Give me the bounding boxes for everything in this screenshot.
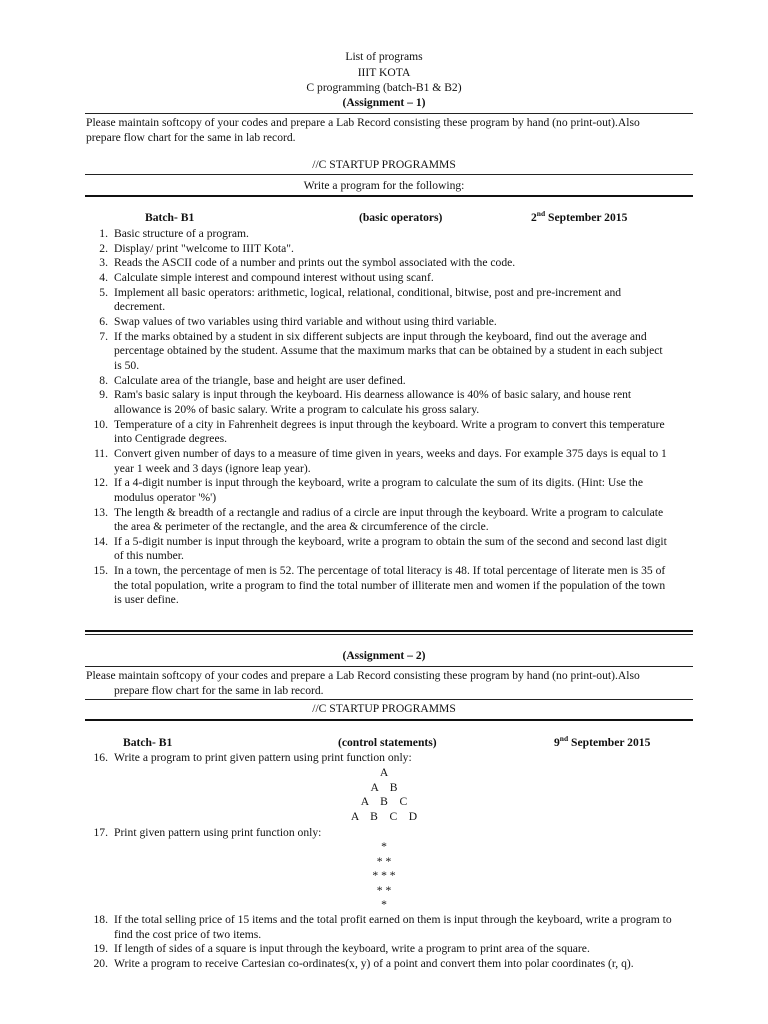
pattern-row: A B [370,780,398,794]
item-text: Basic structure of a program. [114,227,249,240]
item-number: 20. [93,957,108,970]
item-number: 6. [99,315,108,329]
topic-label: (control statements) [338,736,437,749]
item-number: 7. [99,329,108,343]
date-label: 9nd September 2015 [554,734,651,749]
section-heading: //C STARTUP PROGRAMMS [312,702,456,715]
doc-title: List of programs [345,50,423,63]
item-text: Swap values of two variables using third variable and without using third variable. [114,315,497,329]
pattern-row: A B C [360,795,408,809]
item-number: 8. [99,373,108,387]
item-number: 11. [93,447,108,460]
item-text: If the total selling price of 15 items and the total profit earned on them is input through the keyboard, write a program to find the cost price of two items. [114,913,672,941]
divider [85,666,693,667]
item-number: 4. [99,271,108,285]
date-label: 2nd September 2015 [531,209,628,224]
pattern-row: * * [376,854,392,868]
course-name: C programming (batch-B1 & B2) [306,81,462,94]
item-text: Ram's basic salary is input through the keyboard. His dearness allowance is 40% of basic salary, and house rent allowance is 20% of basic salary. Write a program to calculate his gross salary. [114,388,632,416]
item-text: Temperature of a city in Fahrenheit degrees is input through the keyboard. Write a program to convert this temperature into Centigrade degrees. [114,417,665,446]
item-number: 9. [99,388,108,402]
divider [85,174,693,175]
instructions-line-2: prepare flow chart for the same in lab record. [114,683,324,697]
instructions-line-1: Please maintain softcopy of your codes and prepare a Lab Record consisting these program by hand (no print-out).Also [86,116,640,129]
item-number: 5. [99,285,108,299]
divider [85,195,693,197]
item-text: Implement all basic operators: arithmetic, logical, relational, conditional, bitwise, post and pre-increment and decrement. [114,285,622,314]
pattern-row: A B C D [350,809,418,823]
divider [85,719,693,721]
batch-label: Batch- B1 [145,211,195,224]
assignment-2-title: (Assignment – 2) [342,649,426,662]
pattern-row: * [381,898,387,912]
divider [85,634,693,635]
instructions-line-2: prepare flow chart for the same in lab record. [86,130,296,144]
pattern-row: * * * [372,869,396,883]
item-number: 1. [99,227,108,240]
item-number: 10. [93,417,108,431]
topic-label: (basic operators) [359,211,443,224]
item-text: If a 5-digit number is input through the keyboard, write a program to obtain the sum of the second and second last digit of this number. [114,534,667,563]
item-number: 12. [93,476,108,490]
item-text: Display/ print "welcome to IIIT Kota". [114,241,294,255]
item-text: Calculate simple interest and compound interest without using scanf. [114,271,434,285]
instructions-line-1: Please maintain softcopy of your codes and prepare a Lab Record consisting these program by hand (no print-out).Also [86,669,640,682]
pattern-row: * * [376,883,392,897]
item-number: 13. [93,505,108,519]
item-text: If length of sides of a square is input through the keyboard, write a program to print area of the square. [114,942,590,956]
item-text: Convert given number of days to a measure of time given in years, weeks and days. For example 375 days is equal to 1 year 1 week and 3 days (ignore leap year). [114,447,667,475]
divider [85,113,693,114]
batch-label: Batch- B1 [123,736,173,749]
item-text: Write a program to receive Cartesian co-ordinates(x, y) of a point and convert them into polar coordinates (r, q). [114,957,634,970]
divider [85,699,693,700]
item-number: 19. [93,942,108,956]
item-number: 3. [99,256,108,270]
pattern-row: * [381,840,387,853]
item-number: 18. [93,913,108,926]
divider [85,630,693,632]
institute-name: IIIT KOTA [357,66,411,79]
section-heading: //C STARTUP PROGRAMMS [312,158,456,171]
section-subtitle: Write a program for the following: [303,179,465,192]
item-number: 2. [99,241,108,255]
item-text: The length & breadth of a rectangle and radius of a circle are input through the keyboard. Write a program to calculate the area & perimeter of the rectangle, and the area & circumference of the circle. [114,505,664,534]
pattern-row: A [379,766,389,779]
item-number: 15. [93,564,108,578]
assignment-1-title: (Assignment – 1) [342,96,426,109]
item-text: If a 4-digit number is input through the keyboard, write a program to calculate the sum of its digits. (Hint: Use the modulus operator '%') [114,476,644,504]
item-text: If the marks obtained by a student in six different subjects are input through the keyboard, find out the average and percentage obtained by the student. Assume that the maximum marks that can be obtained by a student in each subject is 50. [114,329,663,372]
assignment-2-instructions [86,669,696,698]
item-text: Reads the ASCII code of a number and prints out the symbol associated with the code. [114,256,516,270]
item-text: In a town, the percentage of men is 52. The percentage of total literacy is 48. If total percentage of literate men is 35 of the total population, write a program to find the total number of illiterate men and women if the population of the town is user define. [114,564,666,607]
assignment-1-instructions [86,116,696,145]
item-text: Calculate area of the triangle, base and height are user defined. [114,373,406,387]
item-number: 14. [93,534,108,548]
